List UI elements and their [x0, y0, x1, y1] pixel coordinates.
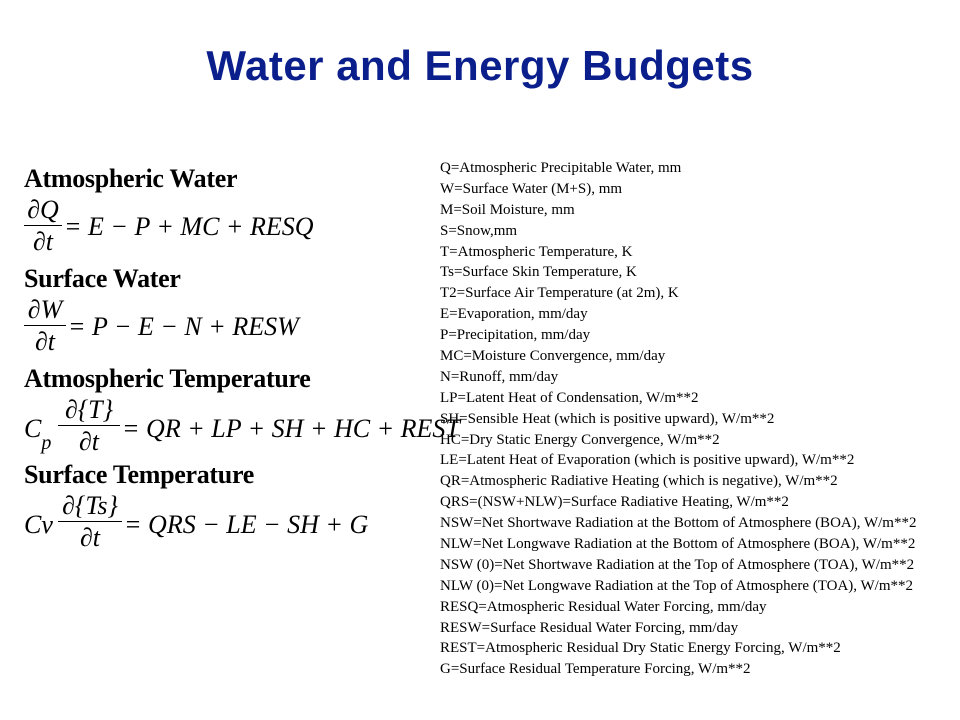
definition-item: MC=Moisture Convergence, mm/day [440, 348, 666, 365]
definition-item: REST=Atmospheric Residual Dry Static Energy Forcing, W/m**2 [440, 640, 841, 657]
equation-prefix: Cv [24, 510, 53, 539]
definition-item: LP=Latent Heat of Condensation, W/m**2 [440, 389, 699, 406]
definition-item: NLW=Net Longwave Radiation at the Bottom of Atmosphere (BOA), W/m**2 [440, 536, 916, 553]
definition-item: W=Surface Water (M+S), mm [440, 180, 623, 197]
numerator: ∂{T} [64, 395, 114, 424]
denominator: ∂t [32, 227, 54, 256]
definition-item: NSW (0)=Net Shortwave Radiation at the Top of Atmosphere (TOA), W/m**2 [440, 556, 915, 573]
fraction-bar [58, 425, 120, 426]
definition-item: HC=Dry Static Energy Convergence, W/m**2 [440, 431, 720, 448]
definition-item: T=Atmospheric Temperature, K [440, 243, 633, 260]
denominator: ∂t [79, 523, 101, 552]
definition-item: T2=Surface Air Temperature (at 2m), K [440, 285, 679, 302]
denominator: ∂t [78, 427, 100, 456]
fraction [58, 396, 120, 456]
definition-item: P=Precipitation, mm/day [440, 327, 591, 344]
equation-surface-temperature [24, 492, 424, 564]
definition-item: Ts=Surface Skin Temperature, K [440, 264, 637, 281]
definition-item: QRS=(NSW+NLW)=Surface Radiative Heating, W/m**2 [440, 494, 789, 511]
numerator: ∂{Ts} [62, 491, 118, 520]
equation-atmospheric-water [24, 196, 424, 266]
definitions-list [440, 158, 960, 680]
definition-item: G=Surface Residual Temperature Forcing, W/m**2 [440, 661, 751, 678]
fraction-bar [58, 521, 122, 522]
equation-atmospheric-temperature [24, 395, 460, 468]
slide-title: Water and Energy Budgets [206, 42, 754, 89]
definition-item: S=Snow,mm [440, 222, 518, 239]
definition-item: M=Soil Moisture, mm [440, 201, 575, 218]
definition-item: SH=Sensible Heat (which is positive upward), W/m**2 [440, 410, 775, 427]
equations-panel [0, 150, 460, 552]
heading-surface-temperature: Surface Temperature [24, 460, 254, 489]
definition-item: RESW=Surface Residual Water Forcing, mm/day [440, 619, 739, 636]
heading-surface-water: Surface Water [24, 264, 181, 293]
definition-item: QR=Atmospheric Radiative Heating (which is negative), W/m**2 [440, 473, 838, 490]
numerator: ∂W [27, 295, 63, 324]
heading-atmospheric-temperature: Atmospheric Temperature [24, 364, 311, 393]
fraction [24, 196, 62, 256]
prefix-subscript: p [41, 432, 52, 455]
equation-rhs: = E − P + MC + RESQ [64, 212, 314, 241]
fraction [58, 492, 122, 552]
equation-surface-water [24, 296, 424, 366]
definition-item: LE=Latent Heat of Evaporation (which is positive upward), W/m**2 [440, 452, 855, 469]
equation-rhs: = QR + LP + SH + HC + REST [122, 414, 460, 443]
fraction-bar [24, 225, 62, 226]
fraction [24, 296, 66, 356]
equation-rhs: = P − E − N + RESW [68, 312, 299, 341]
fraction-bar [24, 325, 66, 326]
denominator: ∂t [34, 327, 56, 356]
definition-item: NLW (0)=Net Longwave Radiation at the Top of Atmosphere (TOA), W/m**2 [440, 577, 914, 594]
heading-atmospheric-water: Atmospheric Water [24, 164, 238, 193]
definition-item: E=Evaporation, mm/day [440, 306, 588, 323]
equation-rhs: = QRS − LE − SH + G [124, 510, 369, 539]
equation-prefix: $C_p$ [24, 414, 52, 455]
definition-item: N=Runoff, mm/day [440, 368, 559, 385]
definition-item: Q=Atmospheric Precipitable Water, mm [440, 160, 682, 176]
numerator: ∂Q [27, 195, 59, 224]
definition-item: NSW=Net Shortwave Radiation at the Bottom of Atmosphere (BOA), W/m**2 [440, 515, 917, 532]
definition-item: RESQ=Atmospheric Residual Water Forcing, mm/day [440, 598, 767, 615]
